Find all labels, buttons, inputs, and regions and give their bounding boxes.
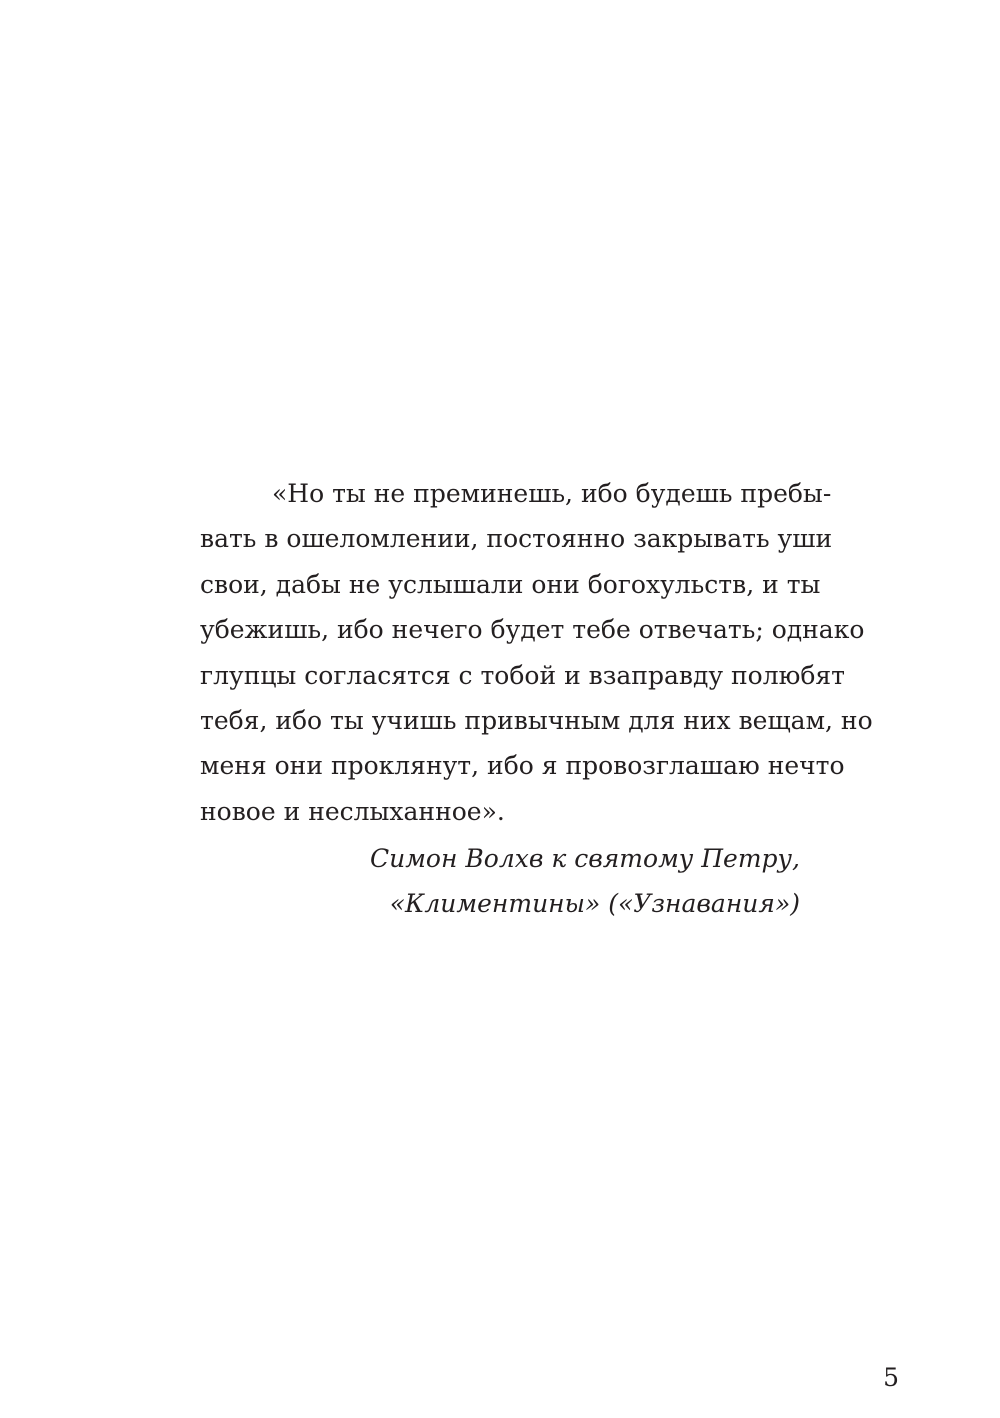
- quote-line: новое и неслыханное».: [200, 796, 505, 826]
- epigraph-quote: [200, 471, 873, 834]
- attribution-line: Симон Волхв к святому Петру,: [369, 844, 800, 873]
- quote-line: меня они проклянут, ибо я провозглашаю нечто: [200, 751, 845, 781]
- page-number: 5: [883, 1363, 899, 1392]
- quote-line: свои, дабы не услышали они богохульств, и ты: [200, 569, 821, 599]
- quote-line: «Но ты не преминешь, ибо будешь пребы-: [272, 479, 832, 508]
- epigraph-attribution: [200, 836, 800, 926]
- attribution-line: «Климентины» («Узнавания»): [389, 889, 800, 918]
- quote-line: убежишь, ибо нечего будет тебе отвечать; однако: [200, 615, 865, 645]
- quote-line: глупцы согласятся с тобой и взаправду полюбят: [200, 660, 846, 690]
- quote-line: вать в ошеломлении, постоянно закрывать уши: [200, 524, 833, 554]
- quote-line: тебя, ибо ты учишь привычным для них вещам, но: [200, 705, 873, 735]
